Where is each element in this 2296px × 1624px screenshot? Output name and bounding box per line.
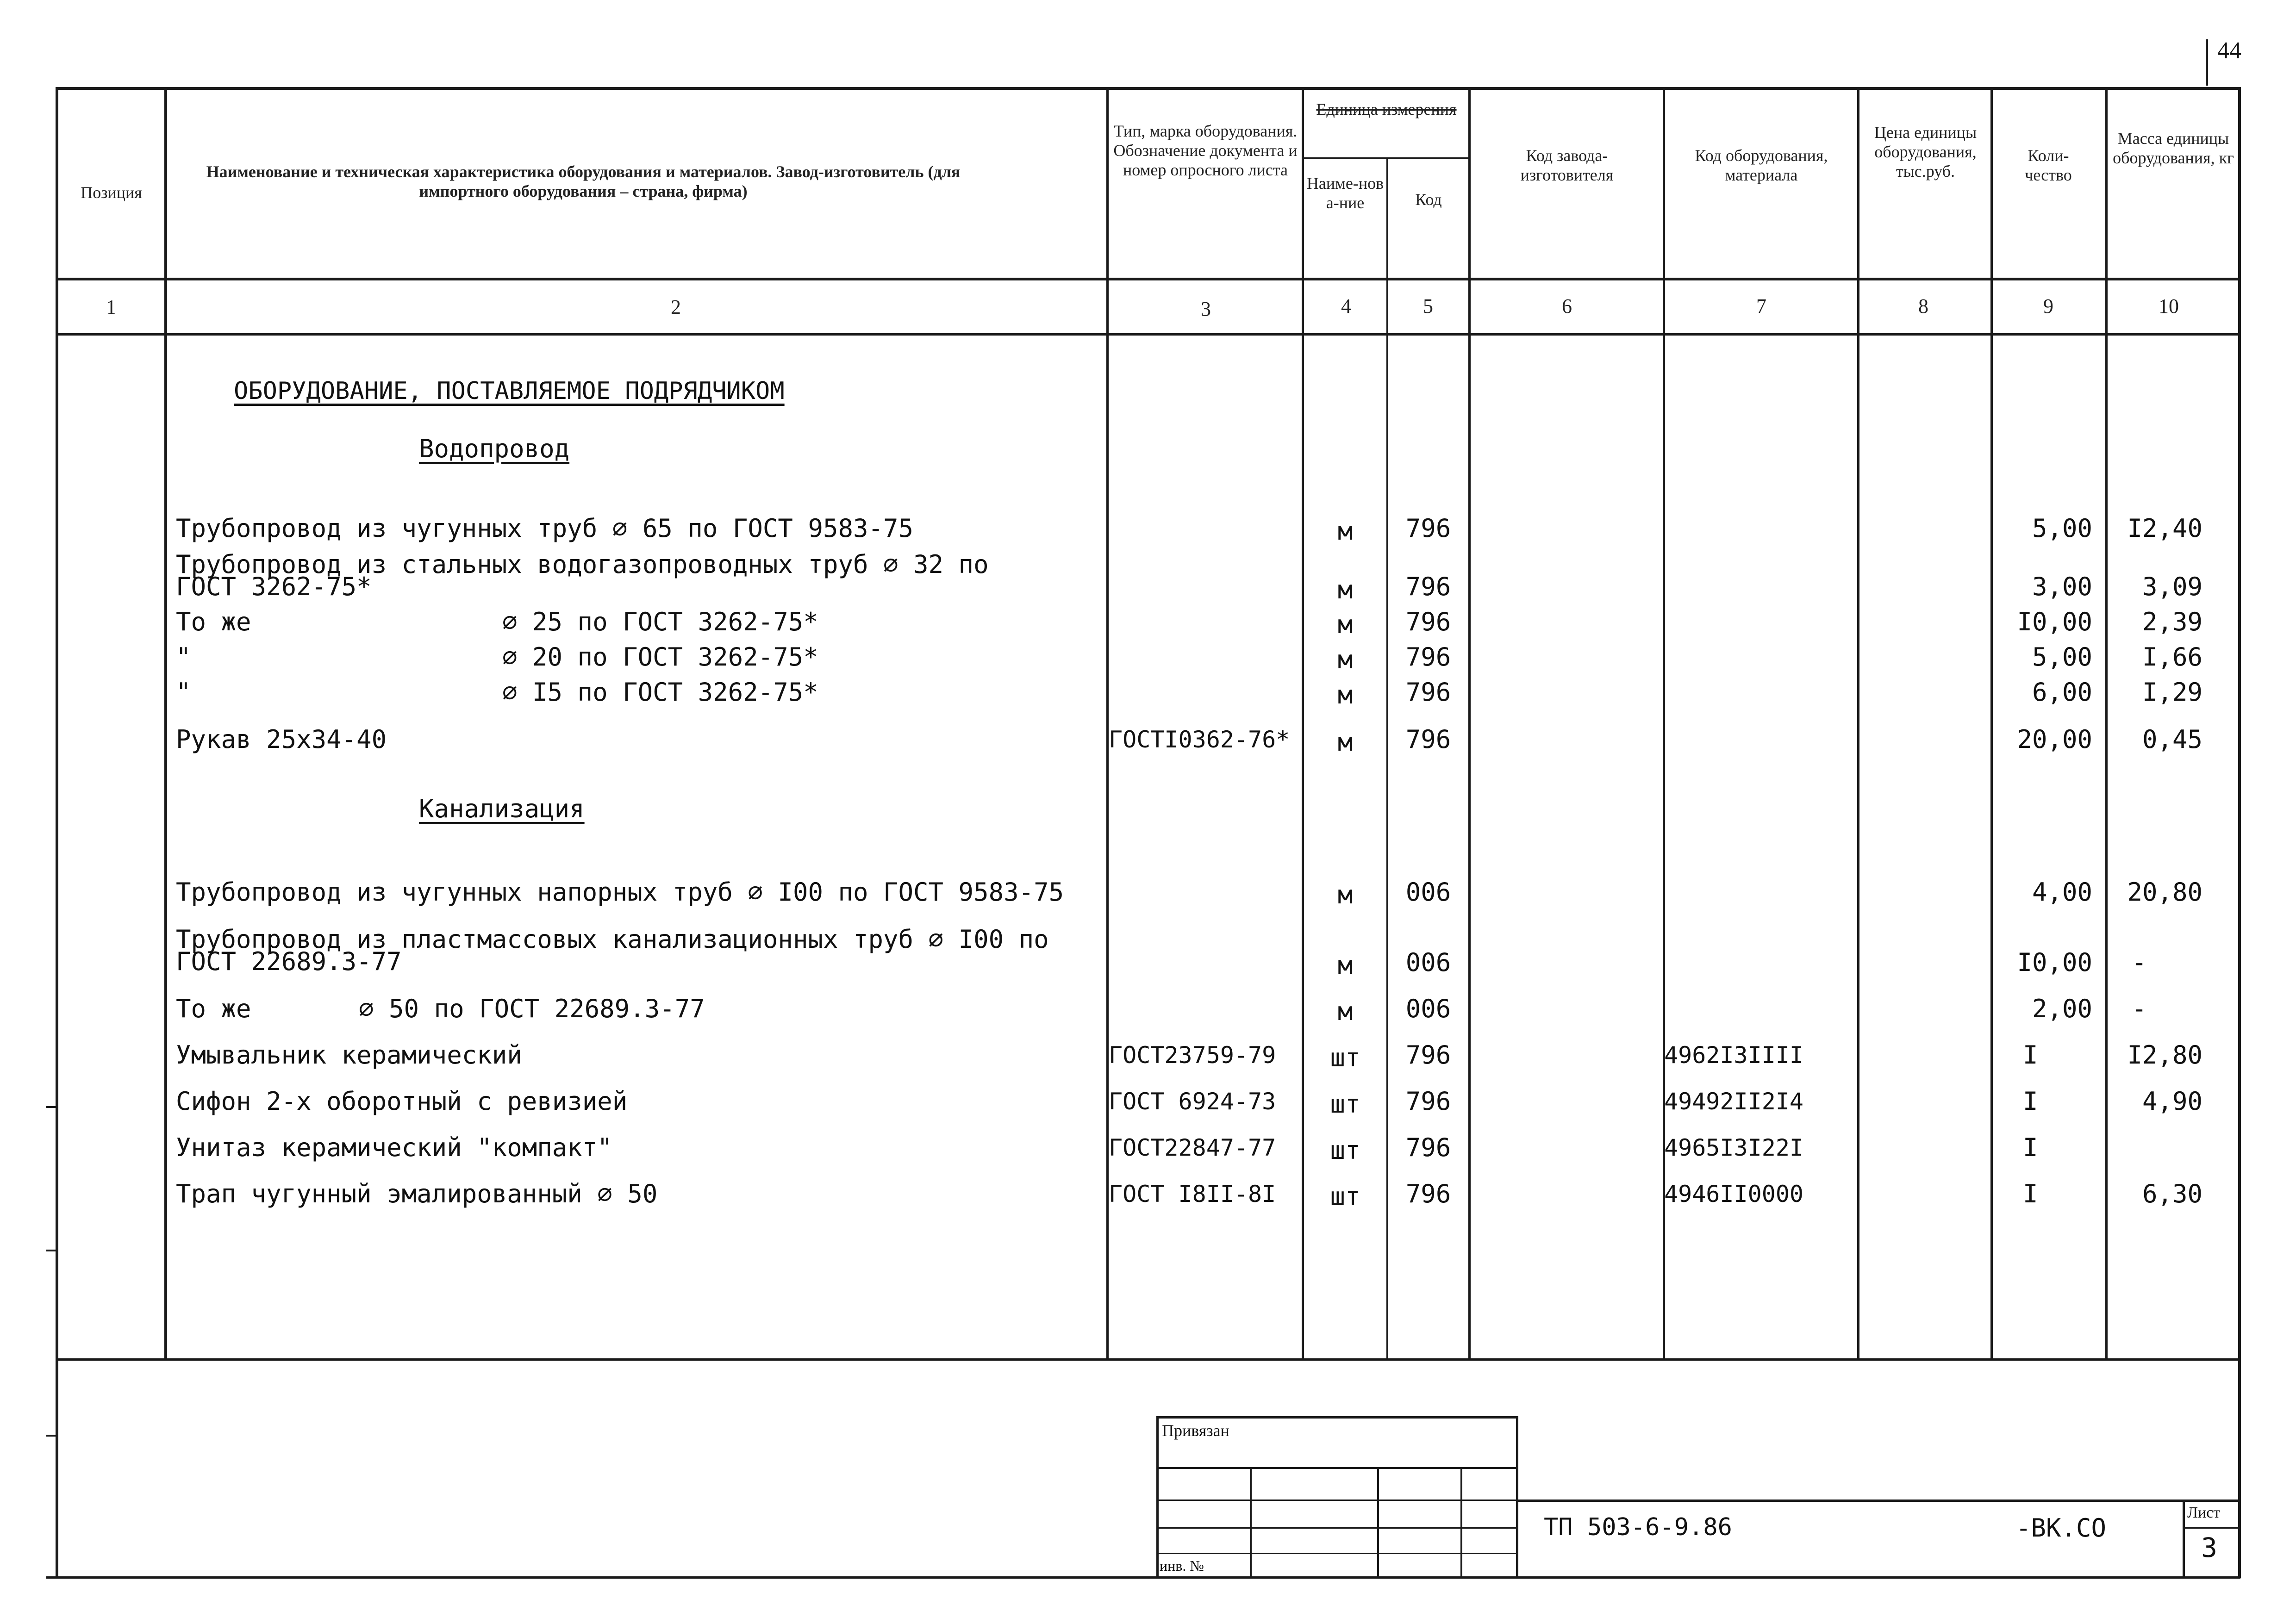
doc-suffix: -ВК.СО — [2016, 1513, 2107, 1543]
row-name: Трубопровод из чугунных напорных труб ∅ I00 по ГОСТ 9583-75 — [176, 877, 1064, 907]
row-name: Унитаз керамический "компакт" — [176, 1133, 612, 1162]
header-material-code: Код оборудования, материала — [1695, 146, 1828, 184]
row-qty: I — [2023, 1087, 2038, 1116]
row-qty: I0,00 — [2017, 948, 2092, 977]
header-quantity: Коли-чество — [2025, 146, 2072, 184]
row-qty: 2,00 — [2032, 994, 2092, 1023]
row-qty: 20,00 — [2017, 725, 2092, 754]
header-position: Позиция — [81, 183, 142, 202]
row-unit: шт — [1330, 1089, 1360, 1119]
row-unit: м — [1337, 680, 1353, 709]
header-unit-group-label: Единица измерения — [1316, 100, 1457, 118]
col-number-4: 4 — [1341, 295, 1351, 317]
row-mass: I,29 — [2142, 678, 2202, 707]
header-name: Наименование и техническая характеристика оборудования и материалов. Завод-изготовитель (для импортного оборудования – страна, фирма) — [206, 162, 961, 200]
row-name: Трап чугунный эмалированный ∅ 50 — [176, 1179, 658, 1208]
row-qty: 6,00 — [2032, 678, 2092, 707]
col-number-2: 2 — [671, 296, 681, 318]
row-code: 006 — [1405, 877, 1451, 907]
row-code: 796 — [1405, 607, 1451, 636]
row-mass: 4,90 — [2142, 1087, 2202, 1116]
section-main-title: ОБОРУДОВАНИЕ, ПОСТАВЛЯЕМОЕ ПОДРЯДЧИКОМ — [234, 377, 785, 405]
col-number-3: 3 — [1201, 298, 1211, 320]
col-number-9: 9 — [2043, 295, 2053, 317]
row-name-line2: ГОСТ 22689.3-77 — [176, 947, 402, 976]
row-mass: I,66 — [2142, 642, 2202, 672]
row-name: Рукав 25х34-40 — [176, 725, 387, 754]
header-price: Цена единицы оборудования, тыс.руб. — [1874, 123, 1977, 180]
section-water: Водопровод — [419, 434, 570, 463]
row-code: 796 — [1405, 1133, 1451, 1162]
row-mass: 6,30 — [2142, 1179, 2202, 1208]
row-code: 796 — [1405, 514, 1451, 543]
row-mass: - — [2132, 948, 2147, 977]
row-qty: I — [2023, 1179, 2038, 1208]
row-type: ГОСТ I8II-8I — [1109, 1181, 1276, 1207]
row-material-code: 49492II2I4 — [1664, 1088, 1804, 1115]
row-qty: 4,00 — [2032, 877, 2092, 907]
row-code: 006 — [1405, 994, 1451, 1023]
row-code: 796 — [1405, 1179, 1451, 1208]
row-name-line2: ГОСТ 3262-75* — [176, 572, 372, 601]
row-material-code: 4946II0000 — [1664, 1181, 1804, 1207]
row-qty: 3,00 — [2032, 572, 2092, 601]
col-number-7: 7 — [1756, 295, 1766, 317]
row-code: 006 — [1405, 948, 1451, 977]
row-unit: м — [1337, 610, 1353, 639]
row-qty: I — [2023, 1133, 2038, 1162]
sheet-number: 3 — [2201, 1532, 2217, 1563]
row-name: Сифон 2-х оборотный с ревизией — [176, 1087, 628, 1116]
row-material-code: 4962I3IIII — [1664, 1042, 1804, 1069]
row-name: " — [176, 642, 191, 672]
header-mass: Масса единицы оборудования, кг — [2113, 129, 2234, 167]
row-unit: м — [1337, 645, 1353, 674]
col-number-5: 5 — [1423, 295, 1433, 317]
row-code: 796 — [1405, 642, 1451, 672]
row-mass: 0,45 — [2142, 725, 2202, 754]
stamp-inv-label: инв. № — [1160, 1557, 1204, 1574]
corner-tick — [2206, 39, 2208, 86]
row-material-code: 4965I3I22I — [1664, 1134, 1804, 1161]
row-qty: I0,00 — [2017, 607, 2092, 636]
row-type: ГОСТ22847-77 — [1109, 1134, 1276, 1161]
corner-sheet-number: 44 — [2217, 37, 2241, 64]
row-name: То же — [176, 607, 251, 636]
row-name-detail: ∅ I5 по ГОСТ 3262-75* — [502, 678, 818, 707]
row-unit: м — [1337, 516, 1353, 546]
header-unit-code: Код — [1415, 190, 1442, 209]
row-type: ГОСТI0362-76* — [1109, 726, 1290, 753]
row-unit: м — [1337, 997, 1353, 1026]
row-mass: 2,39 — [2142, 607, 2202, 636]
row-name: Трубопровод из чугунных труб ∅ 65 по ГОСТ 9583-75 — [176, 514, 914, 543]
row-name-detail: ∅ 50 по ГОСТ 22689.3-77 — [359, 994, 705, 1023]
sheet-label: Лист — [2187, 1504, 2221, 1521]
row-mass: I2,40 — [2127, 514, 2202, 543]
row-code: 796 — [1405, 1087, 1451, 1116]
row-unit: шт — [1330, 1136, 1360, 1165]
row-qty: 5,00 — [2032, 514, 2092, 543]
row-name: Трубопровод из стальных водогазопроводных труб ∅ 32 по — [176, 550, 989, 579]
stamp-bound-label: Привязан — [1162, 1421, 1229, 1440]
header-type: Тип, марка оборудования. Обозначение документа и номер опросного листа — [1113, 122, 1298, 179]
row-code: 796 — [1405, 572, 1451, 601]
row-name: " — [176, 678, 191, 707]
doc-code: ТП 503-6-9.86 — [1544, 1513, 1732, 1541]
col-number-1: 1 — [106, 296, 116, 318]
row-name-detail: ∅ 25 по ГОСТ 3262-75* — [502, 607, 818, 636]
row-name: Трубопровод из пластмассовых канализационных труб ∅ I00 по — [176, 925, 1049, 954]
header-unit-name: Наиме-нова-ние — [1306, 174, 1384, 212]
row-mass: I2,80 — [2127, 1040, 2202, 1070]
row-type: ГОСТ 6924-73 — [1109, 1088, 1276, 1115]
row-mass: 3,09 — [2142, 572, 2202, 601]
row-name: Умывальник керамический — [176, 1040, 522, 1070]
row-mass: - — [2132, 994, 2147, 1023]
row-unit: шт — [1330, 1043, 1360, 1072]
row-name: То же — [176, 994, 251, 1023]
row-unit: шт — [1330, 1182, 1360, 1211]
row-name-detail: ∅ 20 по ГОСТ 3262-75* — [502, 642, 818, 672]
row-unit: м — [1337, 880, 1353, 909]
section-sewer: Канализация — [419, 794, 585, 823]
col-number-8: 8 — [1918, 295, 1928, 317]
row-unit: м — [1337, 728, 1353, 757]
col-number-10: 10 — [2159, 295, 2179, 317]
row-type: ГОСТ23759-79 — [1109, 1042, 1276, 1069]
row-mass: 20,80 — [2127, 877, 2202, 907]
row-unit: м — [1337, 575, 1353, 604]
row-qty: 5,00 — [2032, 642, 2092, 672]
col-number-6: 6 — [1562, 295, 1572, 317]
row-qty: I — [2023, 1040, 2038, 1070]
header-manufacturer-code: Код завода-изготовителя — [1520, 146, 1614, 184]
row-code: 796 — [1405, 678, 1451, 707]
row-unit: м — [1337, 951, 1353, 980]
row-code: 796 — [1405, 725, 1451, 754]
row-code: 796 — [1405, 1040, 1451, 1070]
